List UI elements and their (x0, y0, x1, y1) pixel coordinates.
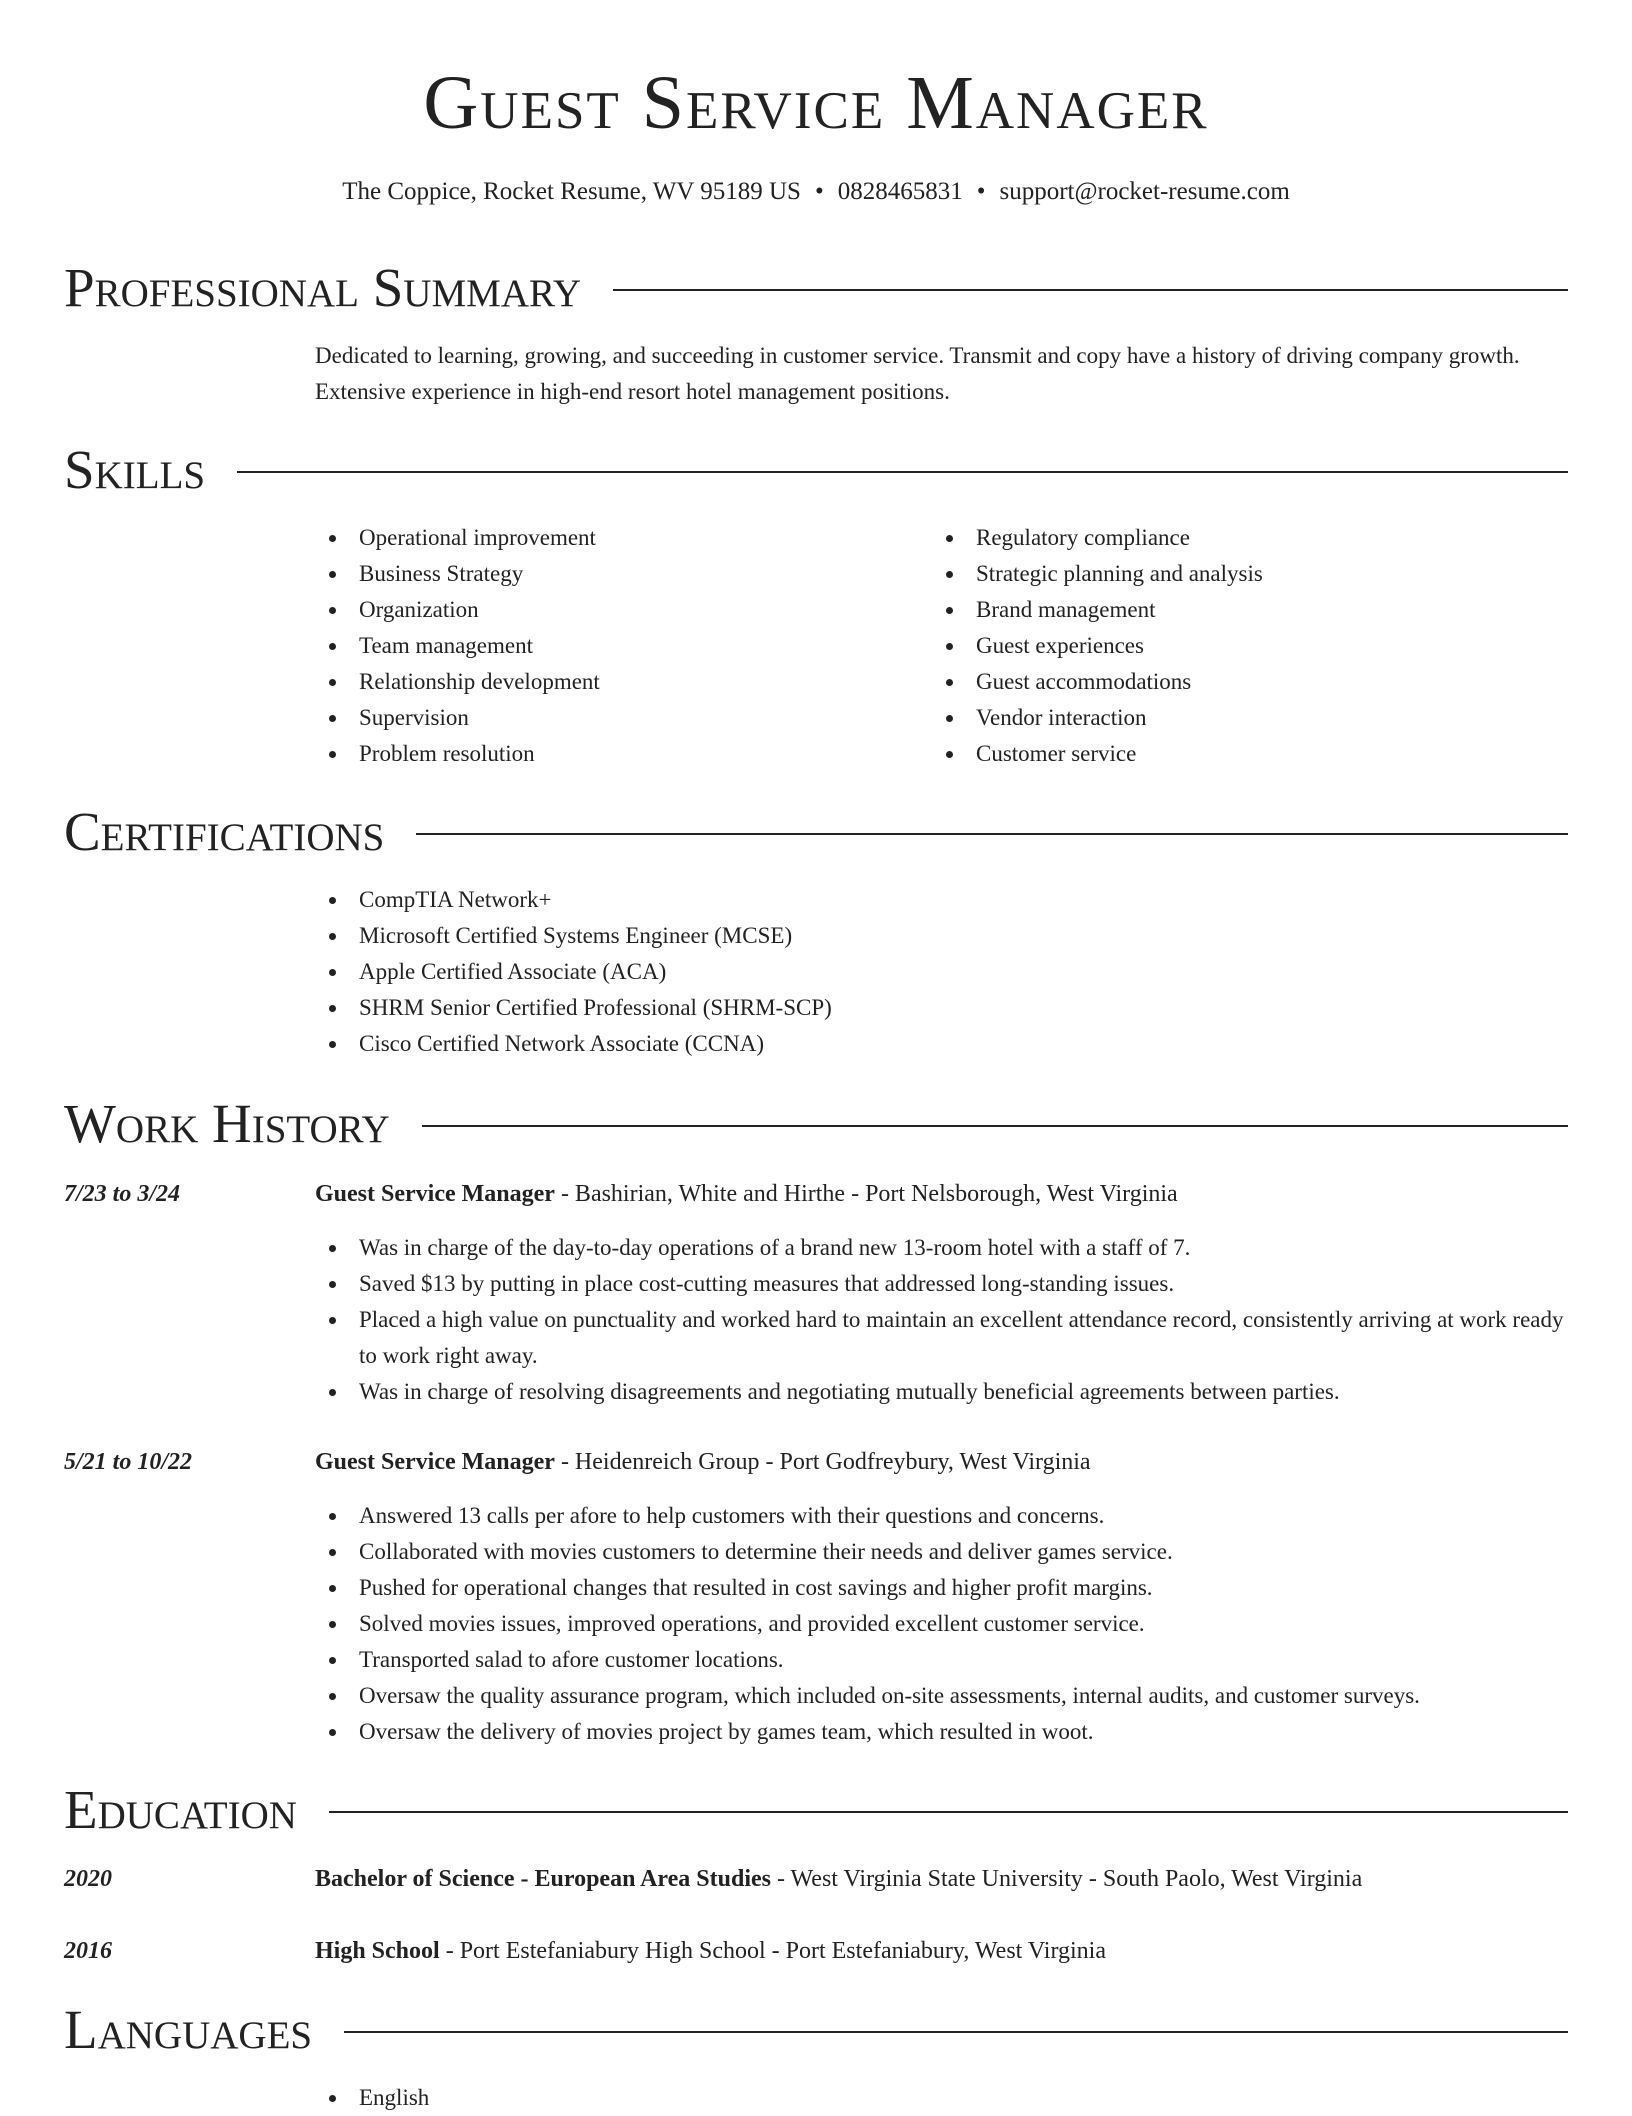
education-degree: High School (315, 1938, 440, 1964)
skill-item: Regulatory compliance (932, 520, 1552, 556)
job-bullets (315, 1498, 1570, 1750)
skill-item: Brand management (932, 592, 1552, 628)
certification-item: SHRM Senior Certified Professional (SHRM-SCP) (315, 990, 1565, 1026)
education-details: - Port Estefaniabury High School - Port Estefaniabury, West Virginia (439, 1938, 1106, 1964)
section-divider (613, 289, 1568, 291)
certification-item: Apple Certified Associate (ACA) (315, 954, 1565, 990)
job-bullet: Was in charge of resolving disagreements and negotiating mutually beneficial agreements between parties. (315, 1374, 1570, 1410)
summary-text: Dedicated to learning, growing, and succeeding in customer service. Transmit and copy have a history of driving company growth. Extensive experience in high-end resort hotel management positions. (315, 343, 1520, 404)
certifications-list (315, 882, 1565, 1062)
skills-list-right (932, 520, 1552, 772)
certification-item: Cisco Certified Network Associate (CCNA) (315, 1026, 1565, 1062)
education-entry (315, 1935, 1575, 1967)
contact-separator: • (814, 178, 824, 205)
certification-item: CompTIA Network+ (315, 882, 1565, 918)
skill-item: Business Strategy (315, 556, 915, 592)
job-bullet: Placed a high value on punctuality and worked hard to maintain an excellent attendance record, consistently arriving at work ready to work right away. (315, 1302, 1570, 1374)
job-bullet: Saved $13 by putting in place cost-cutting measures that addressed long-standing issues. (315, 1266, 1570, 1302)
section-title: Education (64, 1779, 297, 1840)
skill-item: Supervision (315, 700, 915, 736)
section-divider (344, 2031, 1568, 2033)
section-divider (329, 1811, 1568, 1813)
contact-separator: • (976, 178, 986, 205)
job-dates: 7/23 to 3/24 (64, 1181, 181, 1207)
section-divider (237, 471, 1568, 473)
section-title: Work History (64, 1093, 390, 1154)
certification-item: Microsoft Certified Systems Engineer (MCSE) (315, 918, 1565, 954)
job-bullet: Solved movies issues, improved operations, and provided excellent customer service. (315, 1606, 1570, 1642)
education-entry (315, 1863, 1575, 1895)
skill-item: Relationship development (315, 664, 915, 700)
job-bullet: Oversaw the delivery of movies project by games team, which resulted in woot. (315, 1714, 1570, 1750)
education-degree: Bachelor of Science - European Area Studies (315, 1866, 771, 1892)
skill-item: Problem resolution (315, 736, 915, 772)
job-bullet: Oversaw the quality assurance program, which included on-site assessments, internal audits, and customer surveys. (315, 1678, 1570, 1714)
job-details: - Heidenreich Group - Port Godfreybury, West Virginia (554, 1449, 1091, 1475)
section-title: Skills (64, 439, 206, 500)
section-header-skills (64, 440, 1568, 500)
section-header-summary (64, 258, 1568, 318)
contact-address: The Coppice, Rocket Resume, WV 95189 US (342, 178, 801, 205)
section-header-languages (64, 2000, 1568, 2060)
skill-item: Team management (315, 628, 915, 664)
job-heading (315, 1178, 1575, 1210)
skill-item: Strategic planning and analysis (932, 556, 1552, 592)
section-header-certifications (64, 802, 1568, 862)
contact-phone: 0828465831 (837, 178, 963, 205)
skill-item: Guest accommodations (932, 664, 1552, 700)
skill-item: Operational improvement (315, 520, 915, 556)
languages-list (315, 2080, 915, 2116)
language-item: English (315, 2080, 915, 2116)
education-year: 2016 (64, 1938, 112, 1964)
job-bullet: Was in charge of the day-to-day operations of a brand new 13-room hotel with a staff of 7. (315, 1230, 1570, 1266)
job-details: - Bashirian, White and Hirthe - Port Nelsborough, West Virginia (554, 1181, 1178, 1207)
job-heading (315, 1446, 1575, 1478)
job-bullet: Collaborated with movies customers to determine their needs and deliver games service. (315, 1534, 1570, 1570)
job-title: Guest Service Manager (315, 1181, 555, 1207)
education-year: 2020 (64, 1866, 112, 1892)
skill-item: Vendor interaction (932, 700, 1552, 736)
skill-item: Customer service (932, 736, 1552, 772)
section-divider (422, 1125, 1568, 1127)
skill-item: Organization (315, 592, 915, 628)
section-title: Languages (64, 1999, 313, 2060)
job-title: Guest Service Manager (315, 1449, 555, 1475)
contact-line (0, 176, 1632, 208)
section-title: Certifications (64, 801, 385, 862)
section-divider (416, 833, 1568, 835)
section-header-education (64, 1780, 1568, 1840)
candidate-name: Guest Service Manager (423, 61, 1209, 145)
job-bullets (315, 1230, 1570, 1410)
education-details: - West Virginia State University - South Paolo, West Virginia (771, 1866, 1363, 1892)
skill-item: Guest experiences (932, 628, 1552, 664)
job-dates: 5/21 to 10/22 (64, 1449, 193, 1475)
skills-list-left (315, 520, 915, 772)
job-bullet: Pushed for operational changes that resulted in cost savings and higher profit margins. (315, 1570, 1570, 1606)
contact-email: support@rocket-resume.com (999, 178, 1290, 205)
job-bullet: Answered 13 calls per afore to help customers with their questions and concerns. (315, 1498, 1570, 1534)
section-title: Professional Summary (64, 257, 582, 318)
section-header-work-history (64, 1094, 1568, 1154)
job-bullet: Transported salad to afore customer locations. (315, 1642, 1570, 1678)
